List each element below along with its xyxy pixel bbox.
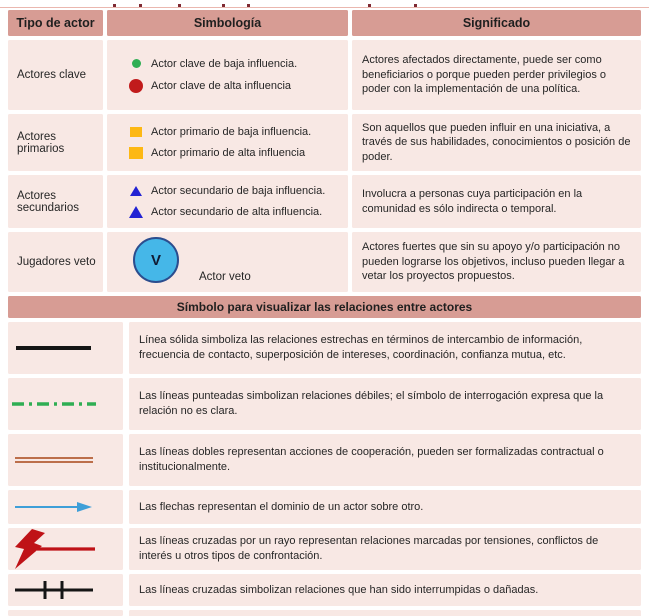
symbol-line [121, 185, 348, 197]
actor-type-label: Actores secundarios [8, 175, 103, 228]
actor-row-primarios [8, 114, 641, 171]
symbol-line [121, 126, 348, 138]
relation-text: Las líneas cruzadas simbolizan relaciones que han sido interrumpidas o dañadas. [129, 574, 641, 606]
actor-type-label: Jugadores veto [8, 232, 103, 292]
relation-row-crossed [8, 574, 641, 606]
relation-row-solid [8, 322, 641, 374]
yellow-square-big-icon [129, 147, 143, 159]
relation-text: Las líneas cruzadas por un rayo representan relaciones marcadas por tensiones, conflictos de interés u otros tipos de confrontación. [129, 528, 641, 570]
symbol-cell [8, 322, 123, 374]
red-circle-icon [129, 79, 143, 93]
solid-line-icon [16, 346, 91, 350]
lightning-line-icon [11, 529, 97, 569]
veto-circle-icon: V [133, 237, 179, 283]
cropped-title-fragment [368, 4, 371, 7]
relation-text: Línea sólida simboliza las relaciones estrechas en términos de intercambio de información, frecuencia de contacto, superposición de intereses, coordinación, confianza mutua, etc. [129, 322, 641, 374]
actor-row-clave [8, 40, 641, 110]
col-header-significado: Significado [352, 10, 641, 36]
crossed-line-icon [15, 579, 93, 601]
symbol-label: Actor clave de alta influencia [151, 79, 292, 92]
symbol-label: Actor secundario de baja influencia. [151, 185, 326, 197]
cropped-title-fragment [414, 4, 417, 7]
relation-row-arrow [8, 490, 641, 524]
symbology-cell [107, 40, 348, 110]
col-header-tipo-de-actor: Tipo de actor [8, 10, 103, 36]
symbol-line [121, 58, 348, 70]
blue-triangle-small-icon [130, 186, 142, 196]
symbology-cell [107, 175, 348, 228]
green-circle-icon [132, 59, 141, 68]
double-line-icon [15, 456, 93, 464]
actor-row-veto [8, 232, 641, 292]
symbol-cell [8, 528, 123, 570]
relation-text: Las líneas punteadas simbolizan relaciones débiles; el símbolo de interrogación expresa que la relación no es clara. [129, 378, 641, 430]
symbol-line [121, 206, 348, 218]
actors-table-header-row [8, 10, 641, 36]
col-header-simbologia: Simbología [107, 10, 348, 36]
blue-triangle-big-icon [129, 206, 143, 218]
cropped-title-fragment [113, 4, 116, 7]
meaning-text: Actores fuertes que sin su apoyo y/o participación no pueden lograrse los objetivos, incluso pueden llegar a vetar los proyectos propuestos. [352, 232, 641, 292]
actor-type-label: Actores clave [8, 40, 103, 110]
actors-table [8, 10, 641, 292]
cropped-title [0, 0, 649, 8]
symbol-cell [8, 610, 123, 616]
symbol-label: Actor primario de alta influencia [151, 147, 306, 159]
relations-section-header: Símbolo para visualizar las relaciones entre actores [8, 296, 641, 318]
dash-dot-line-icon [12, 400, 96, 408]
meaning-text: Son aquellos que pueden influir en una iniciativa, a través de sus habilidades, conocimientos o posición de poder. [352, 114, 641, 171]
relation-text [129, 610, 641, 616]
relation-row-cropped [8, 610, 641, 616]
symbology-cell [107, 114, 348, 171]
meaning-text: Actores afectados directamente, puede ser como beneficiarios o porque pueden perder privilegios o poder con la implementación de una política. [352, 40, 641, 110]
symbol-cell [8, 434, 123, 486]
yellow-square-small-icon [130, 127, 142, 137]
cropped-title-fragment [139, 4, 142, 7]
actor-row-secundarios [8, 175, 641, 228]
symbol-line [121, 147, 348, 159]
symbol-line [121, 79, 348, 93]
cropped-title-fragment [247, 4, 250, 7]
symbol-label: Actor primario de baja influencia. [151, 126, 312, 138]
arrow-icon [15, 501, 93, 513]
symbology-cell [107, 232, 348, 292]
cropped-title-fragment [222, 4, 225, 7]
meaning-text: Involucra a personas cuya participación en la comunidad es sólo indirecta o temporal. [352, 175, 641, 228]
symbol-label: Actor secundario de alta influencia. [151, 206, 323, 218]
relation-row-double [8, 434, 641, 486]
relation-text: Las flechas representan el dominio de un actor sobre otro. [129, 490, 641, 524]
symbol-cell [8, 378, 123, 430]
relation-text: Las líneas dobles representan acciones de cooperación, pueden ser formalizadas contractual o institucionalmente. [129, 434, 641, 486]
cropped-title-fragment [178, 4, 181, 7]
relation-row-dashed [8, 378, 641, 430]
relation-row-lightning [8, 528, 641, 570]
symbol-cell [8, 490, 123, 524]
veto-label: Actor veto [199, 271, 251, 283]
symbol-label: Actor clave de baja influencia. [151, 57, 298, 70]
actor-type-label: Actores primarios [8, 114, 103, 171]
symbol-cell [8, 574, 123, 606]
